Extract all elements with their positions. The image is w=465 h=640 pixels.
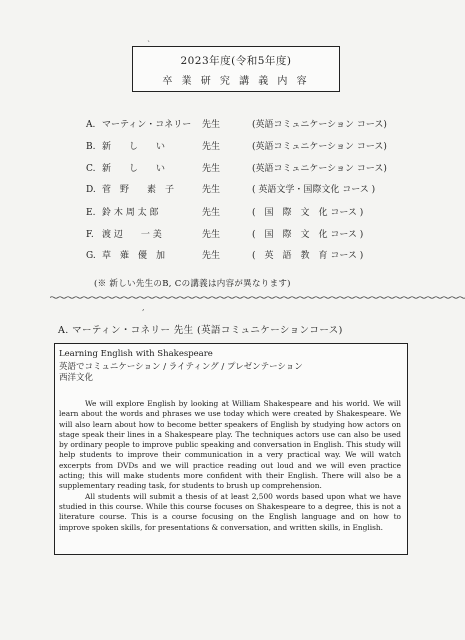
- section-heading: A. マーティン・コネリー 先生 (英語コミュニケーションコース): [58, 325, 343, 336]
- lecturer-honorific: 先生: [202, 142, 221, 152]
- lecturer-letter: G.: [86, 251, 96, 261]
- course-box: [54, 343, 408, 555]
- lecturer-honorific: 先生: [202, 208, 221, 218]
- lecturer-name: 菅 野 素 子: [102, 185, 175, 195]
- lecturer-name: マーティン・コネリー: [102, 120, 192, 130]
- lecturer-letter: C.: [86, 164, 96, 174]
- lecturer-course: (英語コミュニケーション コース): [252, 120, 387, 130]
- course-paragraph: All students will submit a thesis of at least 2,500 words based upon what we have studied in this course. While this course focuses on Shakespeare to a degree, this is not a literature course. This is a course focusing on the English language and on how to improve spoken skills, for presentations & conversation, and written skills, in English.: [59, 491, 401, 532]
- lecturer-honorific: 先生: [202, 185, 221, 195]
- scan-speck: `: [147, 40, 151, 49]
- lecturer-course: ( 英語文学・国際文化 コース ): [252, 185, 376, 195]
- lecturer-letter: D.: [86, 185, 96, 195]
- course-culture: 西洋文化: [59, 373, 94, 383]
- course-title: Learning English with Shakespeare: [59, 349, 213, 359]
- title-box: [132, 46, 340, 92]
- course-paragraph: We will explore English by looking at William Shakespeare and his world. We will learn about the words and phrases we use today which were created by Shakespeare. We will also learn about how to become better speakers of English by studying how actors on stage speak their lines in a Shakespeare play. The techniques actors use can also be used by ordinary people to improve public speaking and conversation in English. This study will help students to improve their communication in a very practical way. We will watch excerpts from DVDs and we will practice reading out loud and we will even practice acting; this will make students more confident with their English. There will also be a supplementary reading task, for students to brush up comprehension.: [59, 399, 401, 491]
- wavy-divider: [50, 296, 465, 299]
- lecturer-course: (英語コミュニケーション コース): [252, 164, 387, 174]
- lecturer-letter: E.: [86, 208, 96, 218]
- lecturer-name: 新 し い: [102, 142, 166, 152]
- lecturer-honorific: 先生: [202, 120, 221, 130]
- lecturer-honorific: 先生: [202, 230, 221, 240]
- lecturer-honorific: 先生: [202, 251, 221, 261]
- page-subtitle: 卒 業 研 究 講 義 内 容: [162, 76, 310, 87]
- lecturer-letter: F.: [86, 230, 94, 240]
- lecturer-name: 渡 辺 一 美: [102, 230, 162, 240]
- scan-speck: ,: [142, 303, 145, 312]
- lecturer-letter: B.: [86, 142, 96, 152]
- course-description: [59, 399, 401, 533]
- lecturer-note: (※ 新しい先生のB, Cの講義は内容が異なります): [94, 279, 291, 289]
- lecturer-course: (英語コミュニケーション コース): [252, 142, 387, 152]
- lecturer-name: 新 し い: [102, 164, 166, 174]
- lecturer-name: 鈴 木 周 太 郎: [102, 208, 159, 218]
- course-tags: 英語でコミュニケーション / ライティング / プレゼンテーション: [59, 362, 303, 372]
- lecturer-course: ( 英 語 教 育 コース ): [252, 251, 364, 261]
- lecturer-course: ( 国 際 文 化 コース ): [252, 230, 364, 240]
- lecturer-name: 草 薙 優 加: [102, 251, 166, 261]
- lecturer-letter: A.: [86, 120, 96, 130]
- lecturer-course: ( 国 際 文 化 コース ): [252, 208, 364, 218]
- year-line: 2023年度(令和5年度): [180, 55, 292, 67]
- lecturer-honorific: 先生: [202, 164, 221, 174]
